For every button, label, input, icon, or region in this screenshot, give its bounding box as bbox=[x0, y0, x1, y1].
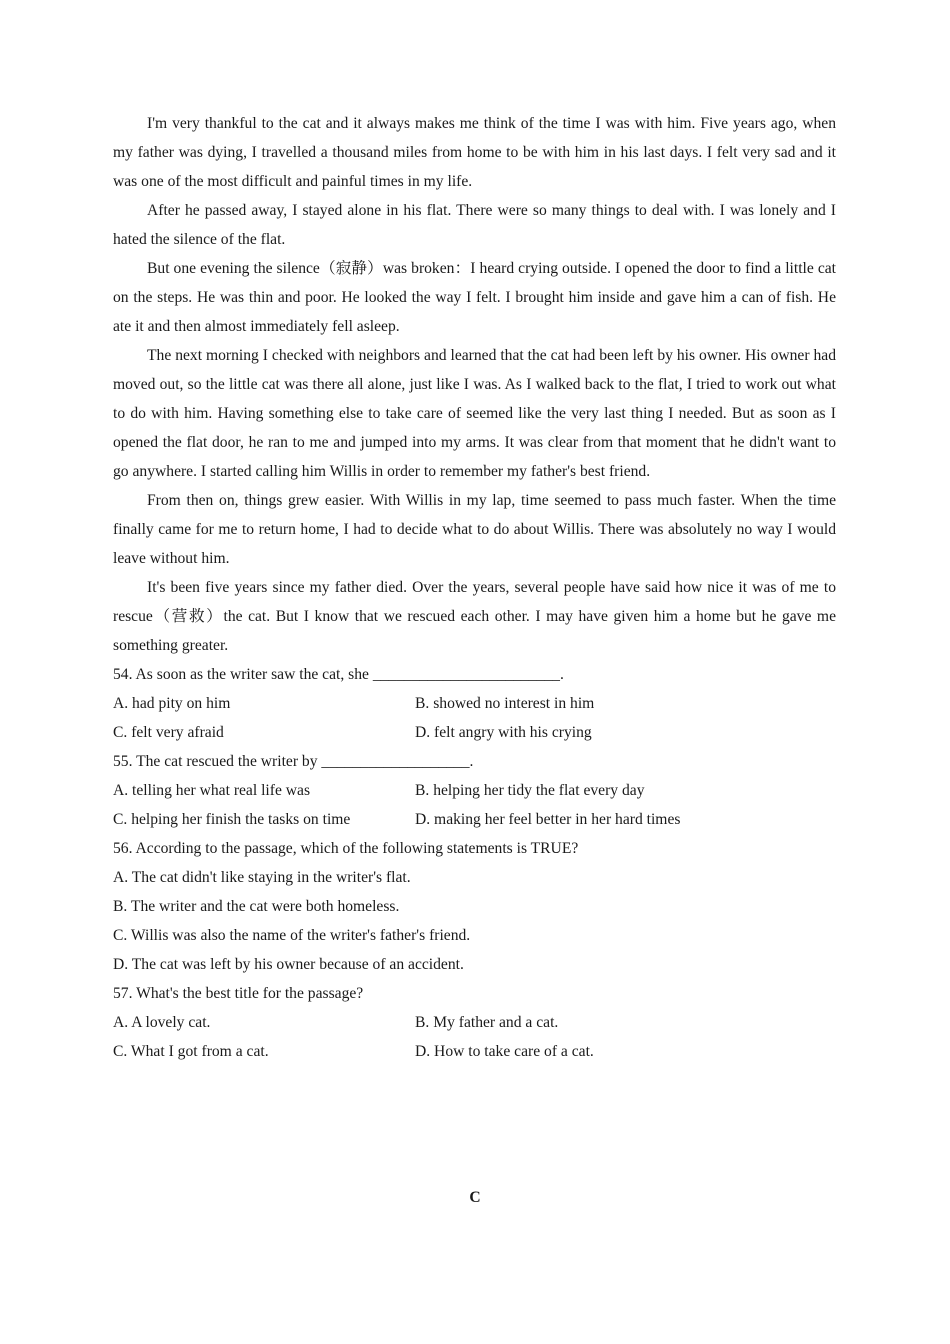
question-54-options-row-1 bbox=[113, 689, 836, 718]
question-55 bbox=[113, 747, 836, 834]
question-54-option-b: B. showed no interest in him bbox=[415, 695, 595, 712]
question-55-option-a: A. telling her what real life was bbox=[113, 782, 311, 799]
question-54-option-a: A. had pity on him bbox=[113, 695, 231, 712]
question-57-option-b: B. My father and a cat. bbox=[415, 1014, 559, 1031]
question-56-option-c: C. Willis was also the name of the writer's father's friend. bbox=[113, 927, 471, 944]
question-55-options-row-2 bbox=[113, 805, 836, 834]
question-54-option-c: C. felt very afraid bbox=[113, 724, 224, 741]
question-57-stem: 57. What's the best title for the passage? bbox=[113, 985, 364, 1002]
passage-paragraph-6: It's been five years since my father died. Over the years, several people have said how nice it was of me to rescue（营救）the cat. But I know that we rescued each other. I may have given him a home but he gave me something greater. bbox=[113, 579, 836, 654]
question-56-option-a: A. The cat didn't like staying in the writer's flat. bbox=[113, 869, 411, 886]
question-57-options-row-1 bbox=[113, 1008, 836, 1037]
question-57-option-a: A. A lovely cat. bbox=[113, 1014, 211, 1031]
passage-paragraph-1: I'm very thankful to the cat and it always makes me think of the time I was with him. Five years ago, when my father was dying, I travelled a thousand miles from home to be with him in his last days. I felt very sad and it was one of the most difficult and painful times in my life. bbox=[113, 115, 836, 190]
passage-paragraph-3: But one evening the silence（寂静）was broken：I heard crying outside. I opened the door to find a little cat on the steps. He was thin and poor. He looked the way I felt. I brought him inside and gave him a can of fish. He ate it and then almost immediately fell asleep. bbox=[113, 260, 836, 335]
question-55-option-d: D. making her feel better in her hard times bbox=[415, 811, 681, 828]
question-54-stem: 54. As soon as the writer saw the cat, she ________________________. bbox=[113, 666, 564, 683]
question-55-options-row-1 bbox=[113, 776, 836, 805]
question-56 bbox=[113, 834, 836, 979]
passage-paragraph-5: From then on, things grew easier. With Willis in my lap, time seemed to pass much faster. When the time finally came for me to return home, I had to decide what to do about Willis. There was absolutely no way I would leave without him. bbox=[113, 492, 836, 567]
passage-paragraph-4: The next morning I checked with neighbors and learned that the cat had been left by his owner. His owner had moved out, so the little cat was there all alone, just like I was. As I walked back to the flat, I tried to work out what to do with him. Having something else to take care of seemed like the very last thing I needed. But as soon as I opened the flat door, he ran to me and jumped into my arms. It was clear from that moment that he didn't want to go anywhere. I started calling him Willis in order to remember my father's best friend. bbox=[113, 347, 836, 480]
reading-passage-page bbox=[113, 109, 836, 1066]
question-54-options-row-2 bbox=[113, 718, 836, 747]
question-57-option-c: C. What I got from a cat. bbox=[113, 1043, 269, 1060]
question-56-option-b: B. The writer and the cat were both homeless. bbox=[113, 898, 400, 915]
question-55-option-c: C. helping her finish the tasks on time bbox=[113, 811, 351, 828]
question-57-options-row-2 bbox=[113, 1037, 836, 1066]
question-55-stem: 55. The cat rescued the writer by ___________________. bbox=[113, 753, 474, 770]
next-section-heading: C bbox=[469, 1189, 481, 1206]
question-56-stem: 56. According to the passage, which of the following statements is TRUE? bbox=[113, 840, 579, 857]
question-56-option-d: D. The cat was left by his owner because of an accident. bbox=[113, 956, 464, 973]
question-54 bbox=[113, 660, 836, 747]
question-57 bbox=[113, 979, 836, 1066]
question-54-option-d: D. felt angry with his crying bbox=[415, 724, 592, 741]
question-57-option-d: D. How to take care of a cat. bbox=[415, 1043, 594, 1060]
question-55-option-b: B. helping her tidy the flat every day bbox=[415, 782, 645, 799]
passage-paragraph-2: After he passed away, I stayed alone in his flat. There were so many things to deal with. I was lonely and I hated the silence of the flat. bbox=[113, 202, 836, 248]
